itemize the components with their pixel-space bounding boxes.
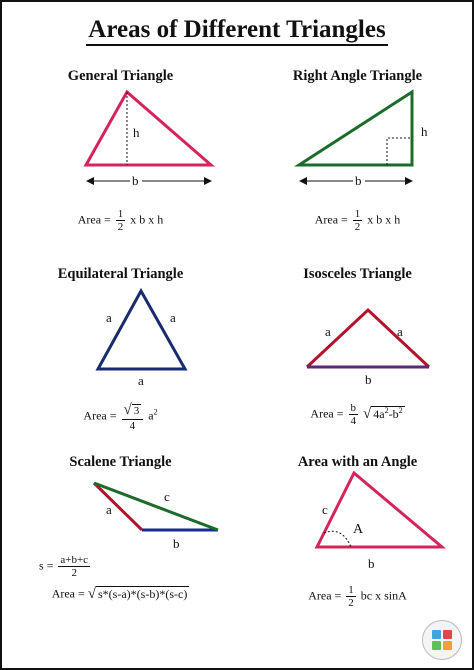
angle-triangle-figure xyxy=(239,448,474,578)
arrow-right-icon xyxy=(405,177,413,185)
right-triangle-shape xyxy=(299,92,412,165)
angle-area-formula: Area = $\frac{1}{2}$ bc x sinA xyxy=(308,584,407,610)
scalene-area-formula: Area = √ s*(s-a)*(s-b)*(s-c) xyxy=(51,586,188,602)
fraction: $\frac{a+b+c}{2}$ xyxy=(60,554,89,580)
fraction: $\frac{√ 3}{4}$ xyxy=(122,402,144,432)
equilateral-triangle-shape xyxy=(98,291,185,369)
scalene-label-b: b xyxy=(173,536,180,551)
isosceles-right-label: a xyxy=(397,324,403,339)
isosceles-left-label: a xyxy=(325,324,331,339)
general-triangle-panel xyxy=(2,60,239,256)
general-height-label: h xyxy=(133,125,140,140)
right-area-formula: Area = $\frac{1}{2}$ x b x h xyxy=(314,208,401,234)
scalene-side-a xyxy=(94,483,142,530)
equilateral-area-formula: Area = $\frac{√ 3}{4}$ $a^2$ xyxy=(83,402,158,432)
arrow-left-icon xyxy=(299,177,307,185)
equilateral-triangle-panel xyxy=(2,258,239,454)
general-triangle-figure xyxy=(2,60,239,200)
right-base-label: b xyxy=(355,173,362,188)
right-triangle-heading: Right Angle Triangle xyxy=(292,68,423,84)
general-base-label: b xyxy=(132,173,139,188)
equilateral-right-label: a xyxy=(170,310,176,325)
brand-logo xyxy=(422,620,462,660)
page-title: Areas of Different Triangles xyxy=(2,16,472,44)
fraction: $\frac{1}{2}$ xyxy=(348,584,354,610)
general-triangle-heading: General Triangle xyxy=(67,68,174,84)
scalene-triangle-figure xyxy=(2,448,239,558)
arrow-right-icon xyxy=(204,177,212,185)
angle-triangle-shape xyxy=(317,473,442,547)
right-triangle-figure xyxy=(239,60,474,200)
fraction: $\frac{1}{2}$ xyxy=(117,208,124,234)
arrow-left-icon xyxy=(86,177,94,185)
equilateral-triangle-heading: Equilateral Triangle xyxy=(57,266,184,282)
angle-triangle-heading: Area with an Angle xyxy=(297,454,418,470)
fraction: $\frac{1}{2}$ xyxy=(354,208,361,234)
scalene-label-c: c xyxy=(164,489,170,504)
right-triangle-panel xyxy=(239,60,474,256)
semiperimeter-formula: s = $\frac{a+b+c}{2}$ xyxy=(38,554,89,580)
angle-triangle-panel xyxy=(239,448,474,644)
square-root: √ $4a^2-b^2$ xyxy=(363,406,403,423)
general-area-formula: Area = $\frac{1}{2}$ x b x h xyxy=(77,208,164,234)
equilateral-bottom-label: a xyxy=(138,373,144,388)
scalene-side-c xyxy=(94,483,218,530)
isosceles-area-formula: Area = $\frac{b}{4}$ √ $4a^2-b^2$ xyxy=(310,402,403,428)
right-angle-marker xyxy=(387,138,412,165)
angle-label-c: c xyxy=(322,502,328,517)
isosceles-triangle-panel xyxy=(239,258,474,454)
equilateral-left-label: a xyxy=(106,310,112,325)
angle-arc xyxy=(324,531,351,547)
right-height-label: h xyxy=(421,124,428,139)
angle-label-b: b xyxy=(368,556,375,571)
square-root: √ s*(s-a)*(s-b)*(s-c) xyxy=(87,586,188,602)
isosceles-bottom-label: b xyxy=(365,372,372,387)
isosceles-triangle-heading: Isosceles Triangle xyxy=(303,266,412,282)
equilateral-triangle-figure xyxy=(2,258,239,398)
scalene-triangle-heading: Scalene Triangle xyxy=(69,454,172,470)
general-triangle-shape xyxy=(86,92,211,165)
isosceles-triangle-figure xyxy=(239,258,474,398)
fraction: $\frac{b}{4}$ xyxy=(350,402,357,428)
scalene-triangle-panel xyxy=(2,448,239,644)
angle-label-A: A xyxy=(353,522,364,537)
scalene-label-a: a xyxy=(106,502,112,517)
